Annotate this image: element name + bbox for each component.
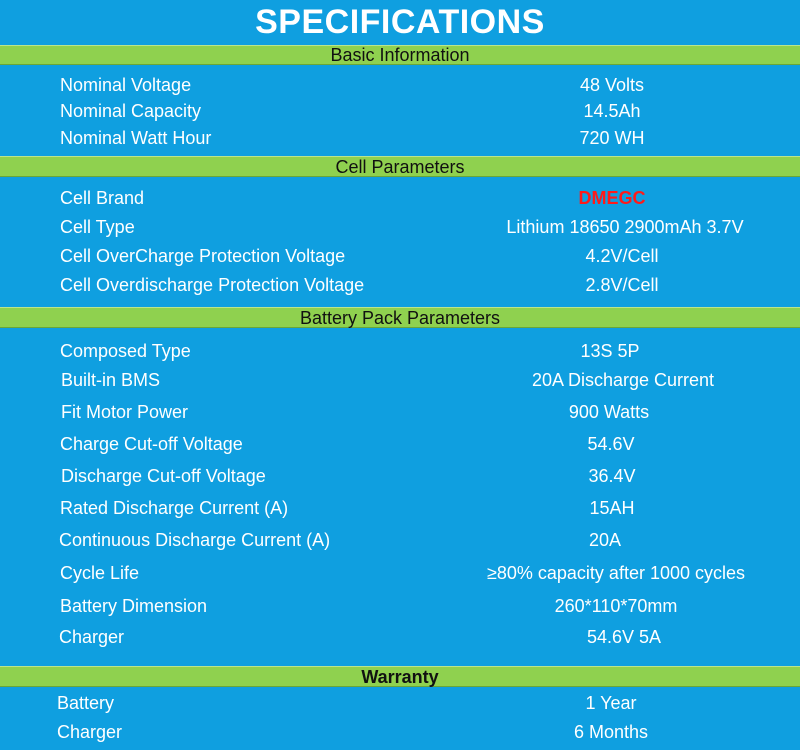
spec-value: 36.4V bbox=[588, 466, 636, 486]
spec-value: 900 Watts bbox=[568, 402, 650, 422]
spec-label: Continuous Discharge Current (A) bbox=[59, 530, 331, 550]
spec-label: Discharge Cut-off Voltage bbox=[61, 466, 266, 486]
spec-label: Cell Overdischarge Protection Voltage bbox=[60, 275, 365, 295]
spec-label: Cycle Life bbox=[60, 563, 140, 583]
spec-label: Cell OverCharge Protection Voltage bbox=[60, 246, 346, 266]
spec-row-charge-cutoff-voltage bbox=[0, 430, 800, 458]
spec-row-cell-overdischarge-voltage bbox=[0, 271, 800, 299]
spec-label: Fit Motor Power bbox=[61, 402, 189, 422]
spec-row-discharge-cutoff-voltage bbox=[0, 462, 800, 490]
spec-label: Built-in BMS bbox=[61, 370, 161, 390]
spec-label: Cell Brand bbox=[60, 188, 145, 208]
spec-row-warranty-battery bbox=[0, 689, 800, 717]
page-title: SPECIFICATIONS bbox=[255, 3, 545, 41]
spec-label: Charger bbox=[57, 722, 123, 742]
spec-value: 4.2V/Cell bbox=[585, 246, 659, 266]
section-header-cell-parameters: Cell Parameters bbox=[0, 156, 800, 177]
spec-row-composed-type bbox=[0, 337, 800, 365]
spec-label: Charger bbox=[59, 627, 125, 647]
spec-value: 720 WH bbox=[579, 128, 645, 148]
spec-label: Charge Cut-off Voltage bbox=[60, 434, 243, 454]
section-header-basic-information: Basic Information bbox=[0, 45, 800, 65]
spec-value-highlight: DMEGC bbox=[578, 188, 646, 208]
spec-row-continuous-discharge-current bbox=[0, 526, 800, 554]
spec-row-rated-discharge-current bbox=[0, 494, 800, 522]
spec-label: Battery bbox=[57, 693, 115, 713]
spec-row-nominal-capacity bbox=[0, 97, 800, 125]
spec-row-cell-brand bbox=[0, 184, 800, 212]
spec-row-nominal-voltage bbox=[0, 71, 800, 99]
spec-value: 14.5Ah bbox=[583, 101, 641, 121]
spec-row-warranty-charger bbox=[0, 718, 800, 746]
spec-row-built-in-bms bbox=[0, 366, 800, 394]
spec-value: 54.6V bbox=[587, 434, 635, 454]
spec-label: Nominal Voltage bbox=[60, 75, 192, 95]
section-header-warranty: Warranty bbox=[0, 666, 800, 687]
spec-value: 54.6V 5A bbox=[586, 627, 662, 647]
spec-label: Nominal Watt Hour bbox=[60, 128, 212, 148]
spec-label: Composed Type bbox=[60, 341, 191, 361]
spec-row-nominal-watt-hour bbox=[0, 124, 800, 152]
section-header-battery-pack-parameters: Battery Pack Parameters bbox=[0, 307, 800, 328]
spec-row-fit-motor-power bbox=[0, 398, 800, 426]
spec-value: 2.8V/Cell bbox=[585, 275, 659, 295]
spec-row-charger bbox=[0, 623, 800, 651]
spec-value: 6 Months bbox=[573, 722, 649, 742]
spec-value: Lithium 18650 2900mAh 3.7V bbox=[506, 217, 744, 237]
spec-row-battery-dimension bbox=[0, 592, 800, 620]
spec-row-cell-type bbox=[0, 213, 800, 241]
spec-label: Cell Type bbox=[60, 217, 135, 237]
spec-label: Rated Discharge Current (A) bbox=[60, 498, 289, 518]
spec-value: 1 Year bbox=[585, 693, 637, 713]
spec-value: ≥80% capacity after 1000 cycles bbox=[486, 563, 746, 583]
spec-label: Nominal Capacity bbox=[60, 101, 202, 121]
spec-row-cell-overcharge-voltage bbox=[0, 242, 800, 270]
spec-label: Battery Dimension bbox=[60, 596, 208, 616]
spec-value: 260*110*70mm bbox=[554, 596, 678, 616]
spec-value: 20A bbox=[588, 530, 622, 550]
spec-value: 15AH bbox=[589, 498, 635, 518]
spec-value: 13S 5P bbox=[580, 341, 640, 361]
spec-value: 20A Discharge Current bbox=[531, 370, 715, 390]
spec-value: 48 Volts bbox=[579, 75, 645, 95]
spec-row-cycle-life bbox=[0, 559, 800, 587]
